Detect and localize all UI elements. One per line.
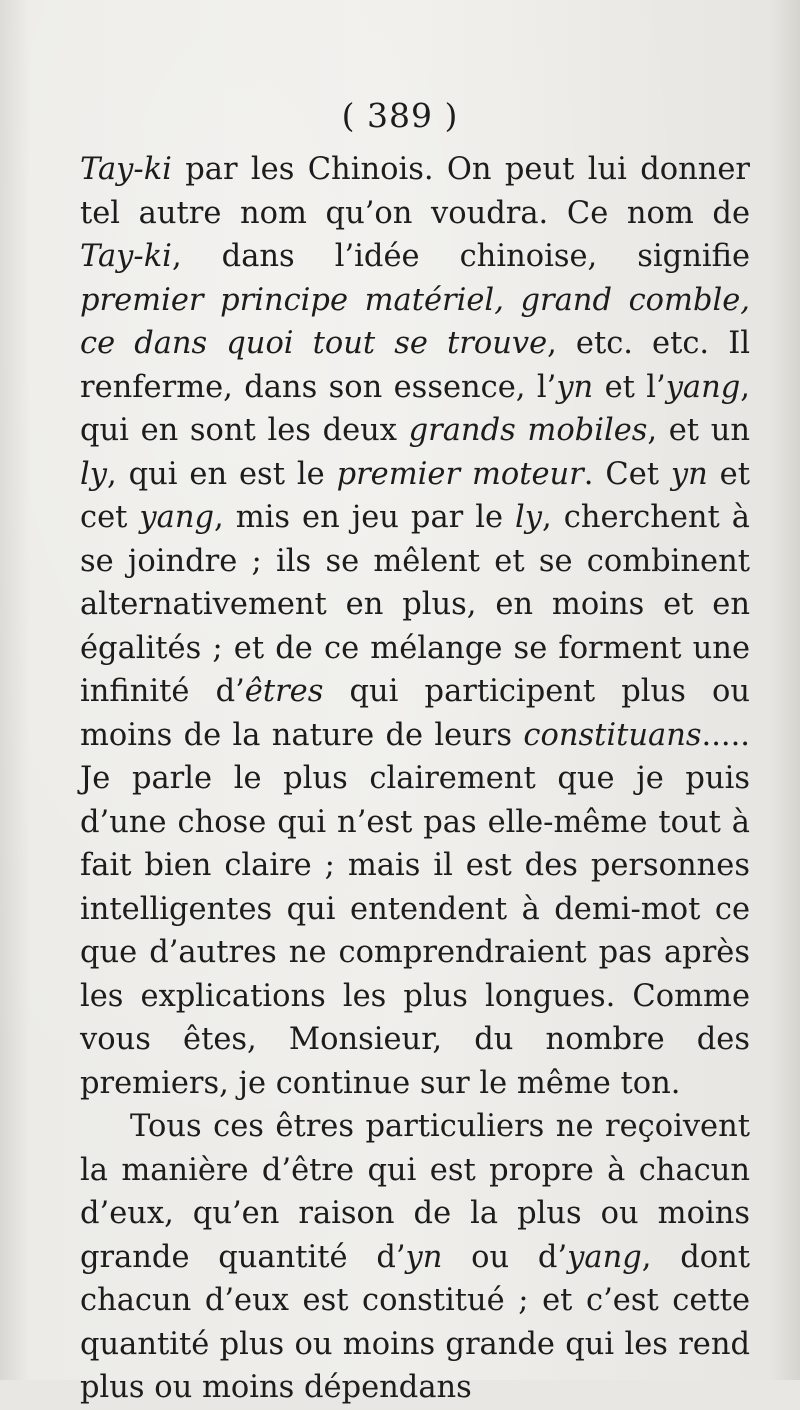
paragraph [80, 1105, 750, 1410]
text-run: , etc. etc. Il renferme, dans son essence, l’ [80, 326, 750, 405]
text-run: , qui en est le [107, 456, 337, 492]
italic-text: premier moteur [336, 456, 584, 492]
italic-text: yang [139, 500, 214, 535]
text-run: , dont chacun d’eux est constitué ; et c’est cette quantité plus ou moins grande qui les rend plus ou moins dépendans [80, 1239, 750, 1405]
text-run: Tous ces êtres particuliers ne reçoivent la manière d’être qui est propre à chacun d’eux, qu’en raison de la plus ou moins grande quantité d’ [80, 1109, 750, 1275]
text-run: , qui en sont les deux [80, 369, 750, 448]
text-run: ou d’ [442, 1239, 568, 1275]
body-text [80, 148, 750, 1410]
italic-text: constituans [523, 717, 702, 753]
text-run: , et un [647, 413, 750, 448]
page-number: ( 389 ) [341, 96, 459, 135]
italic-text: êtres [244, 674, 324, 709]
text-run: par les Chinois. On peut lui donner tel autre nom qu’on voudra. Ce nom de [80, 152, 750, 231]
italic-text: yn [670, 456, 708, 492]
paragraph [80, 148, 750, 1105]
text-run: et l’ [593, 369, 666, 405]
text-run: , cherchent à se joindre ; ils se mêlent et se combinent alternativement en plus, en moins et en égalités ; et de ce mélange se forment une infinité d’ [80, 500, 750, 709]
italic-text: yang [567, 1239, 642, 1275]
italic-text: ly [80, 456, 107, 492]
italic-text: yn [405, 1239, 443, 1275]
italic-text: yn [556, 369, 594, 405]
text-run: . Cet [583, 456, 671, 492]
text-run: , dans l’idée chinoise, signifie [171, 239, 750, 274]
text-run: ..... Je parle le plus clairement que je puis d’une chose qui n’est pas elle-même tout à fait bien claire ; mais il est des personnes intelligentes qui entendent à demi-mot ce que d’autres ne comprendraient pas après les explications les plus longues. Comme vous êtes, Monsieur, du nombre des premiers, je continue sur le même ton. [80, 717, 750, 1101]
text-run: et cet [80, 456, 750, 535]
italic-text: Tay-ki [80, 152, 172, 187]
text-run: , mis en jeu par le [214, 500, 516, 535]
italic-text: ly [515, 500, 543, 535]
italic-text: Tay-ki [80, 239, 172, 274]
italic-text: premier principe matériel, grand comble, ce dans quoi tout se trouve [80, 282, 750, 361]
italic-text: grands mobiles [408, 413, 648, 448]
italic-text: yang [665, 369, 741, 405]
text-run: qui participent plus ou moins de la nature de leurs [80, 674, 750, 753]
